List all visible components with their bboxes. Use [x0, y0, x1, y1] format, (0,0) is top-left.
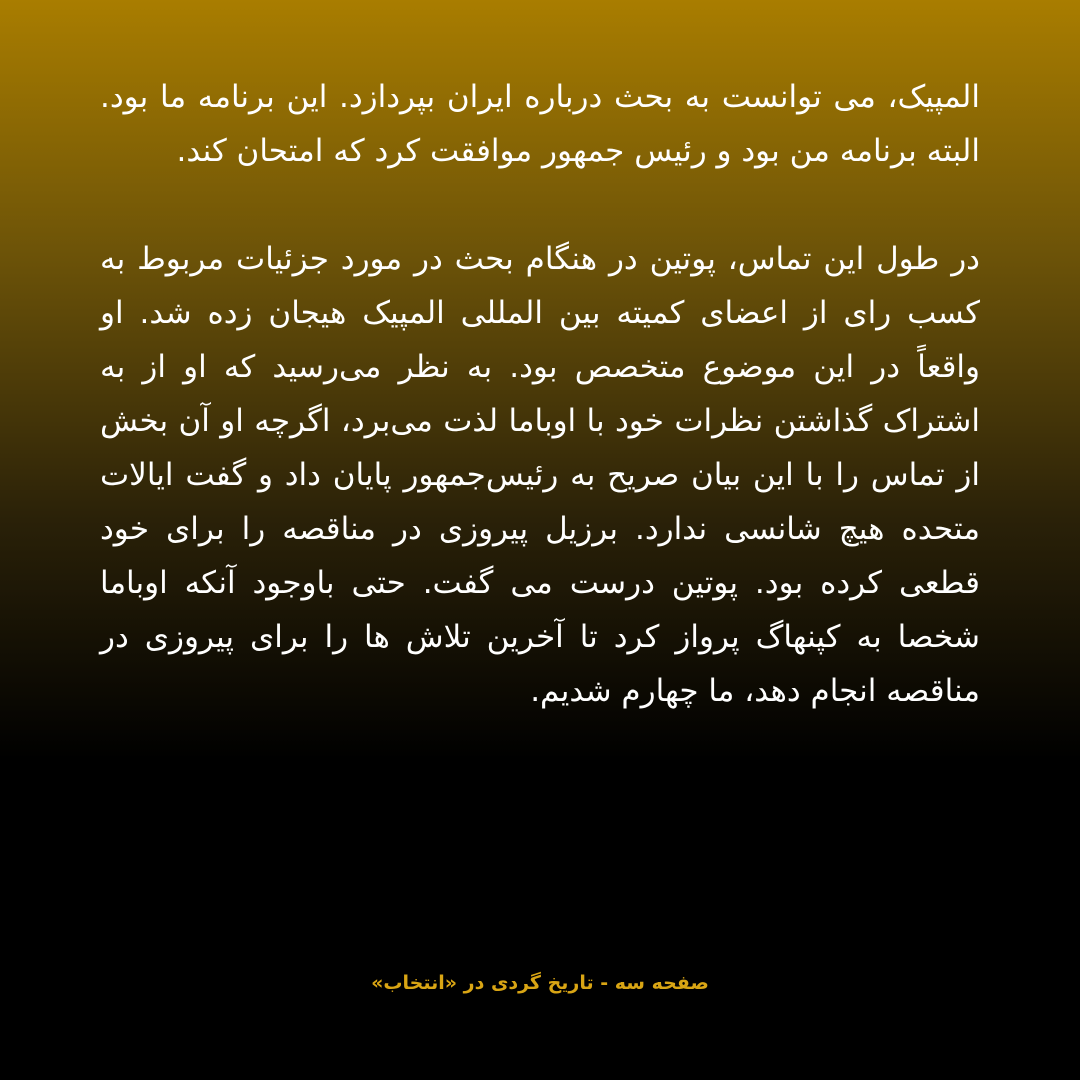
- page-footer: صفحه سه - تاریخ گردی در «انتخاب»: [371, 972, 709, 994]
- article-body: [100, 70, 980, 718]
- paragraph-2: در طول این تماس، پوتین در هنگام بحث در مورد جزئیات مربوط به کسب رای از اعضای کمیته بین المللی المپیک هیجان زده شد. او واقعاً در این موضوع متخصص بود. به نظر می‌رسید که او از به اشتراک گذاشتن نظرات خود با اوباما لذت می‌برد، اگرچه او آن بخش از تماس را با این بیان صریح به رئیس‌جمهور پایان داد و گفت ایالات متحده هیچ شانسی ندارد. برزیل پیروزی در مناقصه را برای خود قطعی کرده بود. پوتین درست می گفت. حتی باوجود آنکه اوباما شخصا به کپنهاگ پرواز کرد تا آخرین تلاش ها را برای پیروزی در مناقصه انجام دهد، ما چهارم شدیم.: [100, 241, 980, 709]
- paragraph-1: المپیک، می توانست به بحث درباره ایران بپردازد. این برنامه ما بود. البته برنامه من بود و رئیس جمهور موافقت کرد که امتحان کند.: [100, 79, 980, 169]
